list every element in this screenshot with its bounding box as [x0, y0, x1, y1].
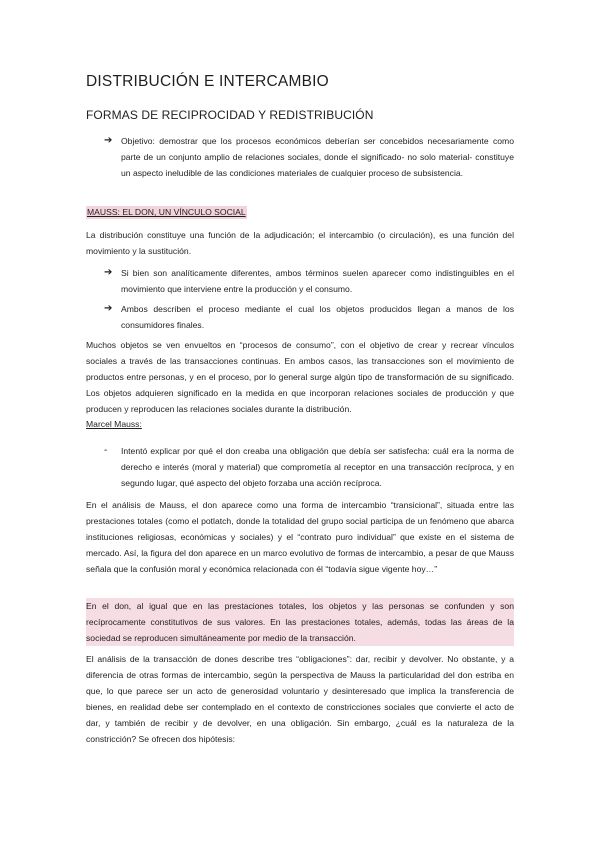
paragraph-objects — [86, 337, 514, 417]
highlighted-paragraph-text: En el don, al igual que en las prestaciones totales, los objetos y las personas se confunden y son recíprocamente constitutivos de sus valores. En las prestaciones totales, además, todas las áreas de la sociedad se reproducen simultáneamente por medio de la transacción. — [86, 598, 514, 646]
list-item — [104, 265, 514, 297]
list-item-text: Intentó explicar por qué el don creaba una obligación que debía ser satisfecha: cuál era la norma de derecho e interés (moral y material) que comprometía al receptor en una transacción recíproca, y en segundo lugar, qué aspecto del objeto forzaba una acción recíproca. — [121, 446, 514, 488]
list-item — [104, 301, 514, 333]
distribution-bullets — [104, 265, 514, 337]
objective-list — [104, 133, 514, 185]
arrow-icon: ➔ — [104, 303, 113, 314]
page-subtitle: FORMAS DE RECIPROCIDAD Y REDISTRIBUCIÓN — [86, 108, 374, 122]
arrow-icon: ➔ — [104, 267, 113, 278]
paragraph-text: Muchos objetos se ven envueltos en “procesos de consumo”, con el objetivo de crear y recrear vínculos sociales a través de las transacciones continuas. En ambos casos, las transacciones son el movimiento de productos entre personas, y en el proceso, por lo general surge algún tipo de transformación de su significado. Los objetos adquieren significado en la medida en que incorporan relaciones sociales de producción y que producen y reproducen las relaciones sociales durante la distribución. — [86, 340, 514, 414]
paragraph-text: En el análisis de Mauss, el don aparece como una forma de intercambio “transicional”, situada entre las prestaciones totales (como el potlatch, donde la totalidad del grupo social participa de un fenómeno que abarca instituciones religiosas, económicas y sociales) y el “contrato puro individual” que existe en el sistema de mercado. Así, la figura del don aparece en un marco evolutivo de formas de intercambio, a pesar de que Mauss señala que la confusión moral y económica relacionada con él “todavía sigue vigente hoy…” — [86, 500, 514, 574]
page-title: DISTRIBUCIÓN E INTERCAMBIO — [86, 73, 329, 90]
arrow-icon: ➔ — [104, 135, 113, 146]
paragraph-distribution — [86, 227, 514, 259]
list-item — [104, 443, 514, 491]
paragraph-highlight — [86, 598, 514, 646]
dash-icon: - — [104, 445, 108, 456]
objective-item — [104, 133, 514, 181]
mauss-list — [104, 443, 514, 495]
paragraph-final — [86, 651, 514, 747]
paragraph-text: El análisis de la transacción de dones describe tres “obligaciones”: dar, recibir y devolver. No obstante, y a diferencia de otras formas de intercambio, según la perspectiva de Mauss la particularidad del don estriba en que, lo que parece ser un acto de generosidad voluntario y desinteresado que implica la transferencia de bienes, en realidad debe ser contemplado en el contexto de constricciones sociales que convierte el acto de dar, y también de recibir y de devolver, en una obligación. Sin embargo, ¿cuál es la naturaleza de la constricción? Se ofrecen dos hipótesis: — [86, 654, 514, 744]
label-marcel-mauss: Marcel Mauss: — [86, 419, 142, 429]
section-heading-mauss: MAUSS: EL DON, UN VÍNCULO SOCIAL — [87, 207, 246, 217]
list-item-text: Si bien son analíticamente diferentes, ambos términos suelen aparecer como indistinguibles en el movimiento que interviene entre la producción y el consumo. — [121, 268, 514, 294]
objective-text: Objetivo: demostrar que los procesos económicos deberían ser concebidos necesariamente como parte de un conjunto amplio de relaciones sociales, donde el significado- no solo material- constituye un aspecto ineludible de las condiciones materiales de cualquier proceso de subsistencia. — [121, 136, 514, 178]
paragraph-analysis — [86, 497, 514, 577]
list-item-text: Ambos describen el proceso mediante el cual los objetos producidos llegan a manos de los consumidores finales. — [121, 304, 514, 330]
paragraph-text: La distribución constituye una función de la adjudicación; el intercambio (o circulación), es una función del movimiento y la sustitución. — [86, 230, 514, 256]
